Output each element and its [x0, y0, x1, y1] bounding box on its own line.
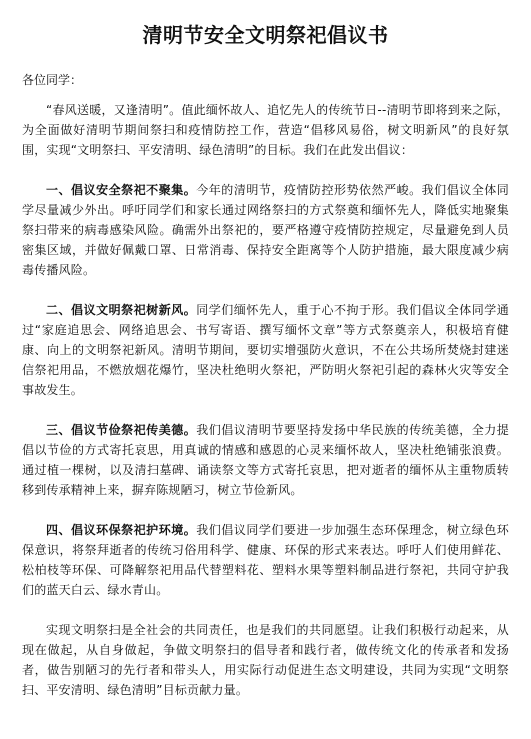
greeting: 各位同学：	[22, 73, 83, 87]
section-4-heading: 四、倡议环保祭祀护环境。	[46, 523, 197, 537]
section-2-body: 同学们缅怀先人，重于心不拘于形。我们倡议全体同学通过“家庭追思会、网络追思会、书写寄语、撰写缅怀文章”等方式祭奠亲人，积极培育健康、向上的文明祭祀新风。清明节期间，要切实增强防火意识，不在公共场所焚烧封建迷信祭祀用品，不燃放烟花爆竹，坚决杜绝明火祭祀，严防明火祭祀引起的森林火灾等安全事故发生。	[22, 303, 509, 397]
section-4-body: 我们倡议同学们要进一步加强生态环保理念，树立绿色环保意识，将祭拜逝者的传统习俗用科学、健康、环保的形式来表达。呼吁人们使用鲜花、松柏枝等环保、可降解祭祀用品代替塑料花、塑料水果等塑料制品进行祭祀，共同守护我们的蓝天白云、绿水青山。	[22, 523, 509, 597]
section-4-paragraph	[22, 520, 509, 600]
section-3-body: 我们倡议清明节要坚持发扬中华民族的传统美德，全力提倡以节俭的方式寄托哀思，用真诚的情感和感恩的心灵来缅怀故人，坚决杜绝铺张浪费。通过植一棵树，以及清扫墓碑、诵读祭文等方式寄托哀思，把对逝者的缅怀从主重物质转移到传承精神上来，摒弃陈规陋习，树立节俭新风。	[22, 423, 509, 497]
section-1-heading: 一、倡议安全祭祀不聚集。	[46, 183, 197, 197]
section-3-paragraph	[22, 420, 509, 500]
document-title: 清明节安全文明祭祀倡议书	[142, 23, 389, 47]
intro-paragraph: “春风送暖，又逢清明”。值此缅怀故人、追忆先人的传统节日--清明节即将到来之际，为全面做好清明节期间祭扫和疫情防控工作，营造“倡移风易俗，树文明新风”的良好氛围，实现“文明祭扫、平安清明、绿色清明”的目标。我们在此发出倡议：	[22, 103, 509, 157]
closing-paragraph: 实现文明祭扫是全社会的共同责任，也是我们的共同愿望。让我们积极行动起来，从现在做起，从自身做起，争做文明祭扫的倡导者和践行者，做传统文化的传承者和发扬者，做告别陋习的先行者和带头人，用实际行动促进生态文明建设，共同为实现“文明祭扫、平安清明、绿色清明”目标贡献力量。	[22, 623, 509, 697]
section-1-paragraph	[22, 180, 509, 280]
section-1-body: 今年的清明节，疫情防控形势依然严峻。我们倡议全体同学尽量减少外出。呼吁同学们和家长通过网络祭扫的方式祭奠和缅怀先人，降低实地聚集祭扫带来的病毒感染风险。确需外出祭祀的，要严格遵守疫情防控规定，尽量避免到人员密集区域，并做好佩戴口罩、日常消毒、保持安全距离等个人防护措施，最大限度减少病毒传播风险。	[22, 183, 509, 277]
section-2-paragraph	[22, 300, 509, 400]
section-3-heading: 三、倡议节俭祭祀传美德。	[46, 423, 197, 437]
section-2-heading: 二、倡议文明祭祀树新风。	[46, 303, 197, 317]
